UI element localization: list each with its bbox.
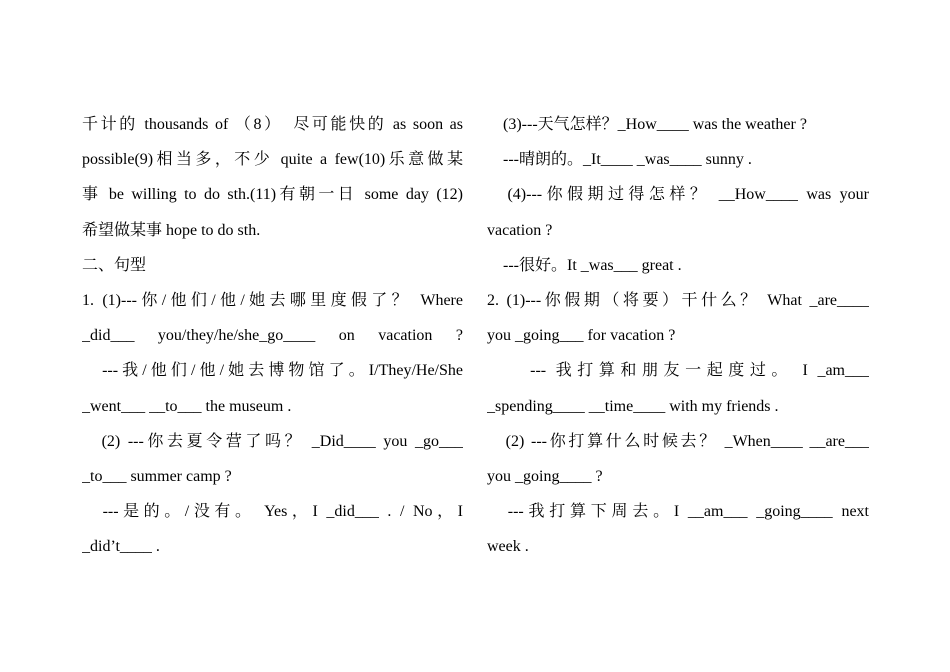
left-column-line: ---我/他们/他/她去博物馆了。I/They/He/She [82, 362, 463, 380]
right-column-line: ---我打算下周去。I __am___ _going____ next [487, 503, 869, 521]
left-column-line: 千计的 thousands of （8） 尽可能快的 as soon as [82, 116, 463, 133]
left-column-line: _went___ __to___ the museum . [82, 397, 292, 415]
right-column-line: vacation ? [487, 221, 553, 239]
right-column-line: _spending____ __time____ with my friends . [487, 397, 779, 415]
left-column-line: 希望做某事 hope to do sth. [82, 221, 261, 239]
right-column-line: ---晴朗的。_It____ _was____ sunny . [487, 151, 752, 169]
right-column-line: --- 我打算和朋友一起度过。 I _am___ [487, 362, 869, 380]
left-column-line: (2) ---你去夏令营了吗？ _Did____ you _go___ [82, 432, 463, 450]
right-column-line: you _going___ for vacation ? [487, 327, 676, 345]
left-column-line: ---是的。/没有。 Yes，I _did___ . / No，I [82, 503, 463, 521]
right-column-line: 2. (1)---你假期（将要）干什么？ What _are____ [487, 291, 869, 309]
left-column-line: _did’t____ . [82, 538, 160, 556]
left-column [82, 107, 463, 564]
right-column-line: week . [487, 538, 529, 556]
left-column-line: _did___ you/they/he/she_go____ on vacation ? [82, 327, 463, 345]
left-column-line: possible(9)相当多，不少 quite a few(10)乐意做某 [82, 151, 463, 169]
left-column-line: 事 be willing to do sth.(11)有朝一日 some day (12) [82, 186, 463, 204]
left-column-line: _to___ summer camp ? [82, 467, 232, 485]
right-column [487, 107, 869, 564]
right-column-line: ---很好。It _was___ great . [487, 256, 682, 274]
right-column-line: (4)---你假期过得怎样？ __How____ was your [487, 186, 869, 204]
right-column-line: (3)---天气怎样？_How____ was the weather ? [487, 116, 807, 133]
left-column-line: 二、句型 [82, 256, 147, 274]
left-column-line: 1. (1)---你/他们/他/她去哪里度假了？ Where [82, 291, 463, 309]
right-column-line: (2) ---你打算什么时候去？ _When____ __are___ [487, 432, 869, 450]
right-column-line: you _going____ ? [487, 467, 603, 485]
